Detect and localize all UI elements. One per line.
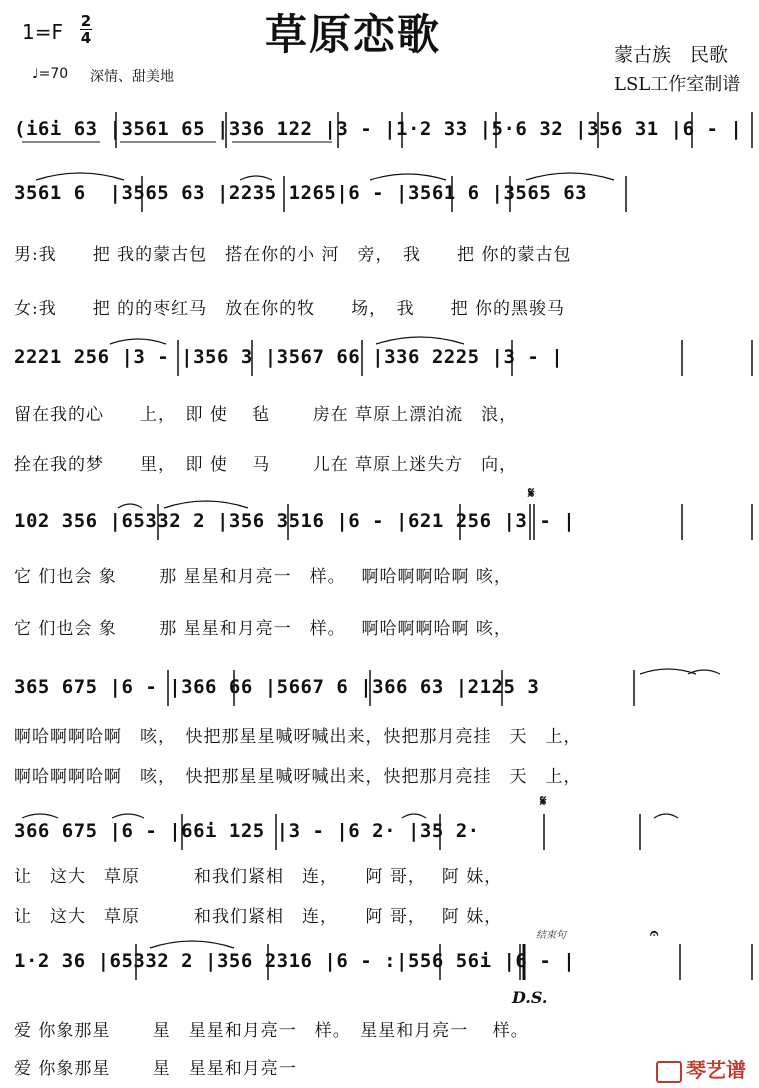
notes-line-6: 366 675 |6 - |66i 125 |3 - |6 2· |35 2·	[14, 820, 480, 842]
notes-line-7: 1·2 36 |65332 2 |356 2316 |6 - :|556 56i |6 - |	[14, 950, 576, 972]
song-title: 草原恋歌	[265, 10, 442, 59]
logo-text: 琴艺谱	[686, 1058, 746, 1082]
notes-line-2: 3561 6 |3565 63 |2235 1265|6 - |3561 6 |3565 63	[14, 182, 588, 204]
music-system-7	[0, 936, 759, 992]
ending-label: 结束句	[536, 930, 566, 941]
site-logo	[656, 1054, 746, 1083]
music-system-3	[0, 332, 759, 388]
lyric-a-3: 它 们也会 象 那 星星和月亮一 样。 啊哈啊啊哈啊 咳，	[14, 567, 512, 587]
meter-top: 2	[80, 12, 92, 30]
music-system-5	[0, 662, 759, 718]
song-origin: 蒙古族 民歌	[614, 44, 729, 66]
music-system-4	[0, 496, 759, 552]
dal-segno: D.S.	[512, 988, 548, 1007]
lyric-a-5: 让 这大 草原 和我们紧相 连， 阿 哥， 阿 妹，	[14, 867, 503, 887]
lyric-b-4: 啊哈啊啊哈啊 咳， 快把那星星喊呀喊出来，快把那月亮挂 天 上，	[14, 767, 582, 787]
notes-line-5: 365 675 |6 - |366 66 |5667 6 |366 63 |2125 3	[14, 676, 540, 698]
lyric-a-6: 爱 你象那星 星 星星和月亮一 样。 星星和月亮一 样。	[14, 1021, 529, 1041]
meter-bottom: 4	[80, 29, 92, 47]
lyric-b-3: 它 们也会 象 那 星星和月亮一 样。 啊哈啊啊哈啊 咳，	[14, 619, 512, 639]
music-system-6	[0, 806, 759, 862]
notes-line-1: (i6i 63 |3561 65 |336 122 |3 - |1·2 33 |5·6 32 |356 31 |6 - |	[14, 118, 743, 140]
music-system-1	[0, 104, 759, 160]
lyric-b-6: 爱 你象那星 星 星星和月亮一	[14, 1059, 297, 1079]
lyric-a-4: 啊哈啊啊哈啊 咳， 快把那星星喊呀喊出来，快把那月亮挂 天 上，	[14, 727, 582, 747]
music-system-2	[0, 168, 759, 224]
segno-sign-1: 𝄋	[528, 484, 535, 502]
segno-sign-2: 𝄋	[540, 792, 547, 810]
transcriber-credit: LSL工作室制谱	[614, 74, 741, 95]
lyric-b-5: 让 这大 草原 和我们紧相 连， 阿 哥， 阿 妹，	[14, 907, 503, 927]
lyric-b-2: 拴在我的梦 里， 即 使 马 儿在 草原上迷失方 向，	[14, 455, 518, 475]
tempo-marking: ♩=70	[32, 66, 69, 82]
notes-line-4: 102 356 |65332 2 |356 3516 |6 - |621 256 |3 - |	[14, 510, 576, 532]
logo-icon	[656, 1061, 682, 1083]
fermata: 𝄐	[650, 924, 659, 942]
time-signature	[80, 14, 92, 45]
lyric-female-1: 女:我 把 的的枣红马 放在你的牧 场， 我 把 你的黑骏马	[14, 299, 566, 319]
notes-line-3: 2221 256 |3 - |356 3 |3567 66 |336 2225 |3 - |	[14, 346, 564, 368]
lyric-a-2: 留在我的心 上， 即 使 毡 房在 草原上漂泊流 浪，	[14, 405, 518, 425]
lyric-male-1: 男:我 把 我的蒙古包 搭在你的小 河 旁， 我 把 你的蒙古包	[14, 245, 572, 265]
expression-marking: 深情、甜美地	[90, 69, 174, 85]
key-signature: 1=F	[22, 20, 63, 44]
